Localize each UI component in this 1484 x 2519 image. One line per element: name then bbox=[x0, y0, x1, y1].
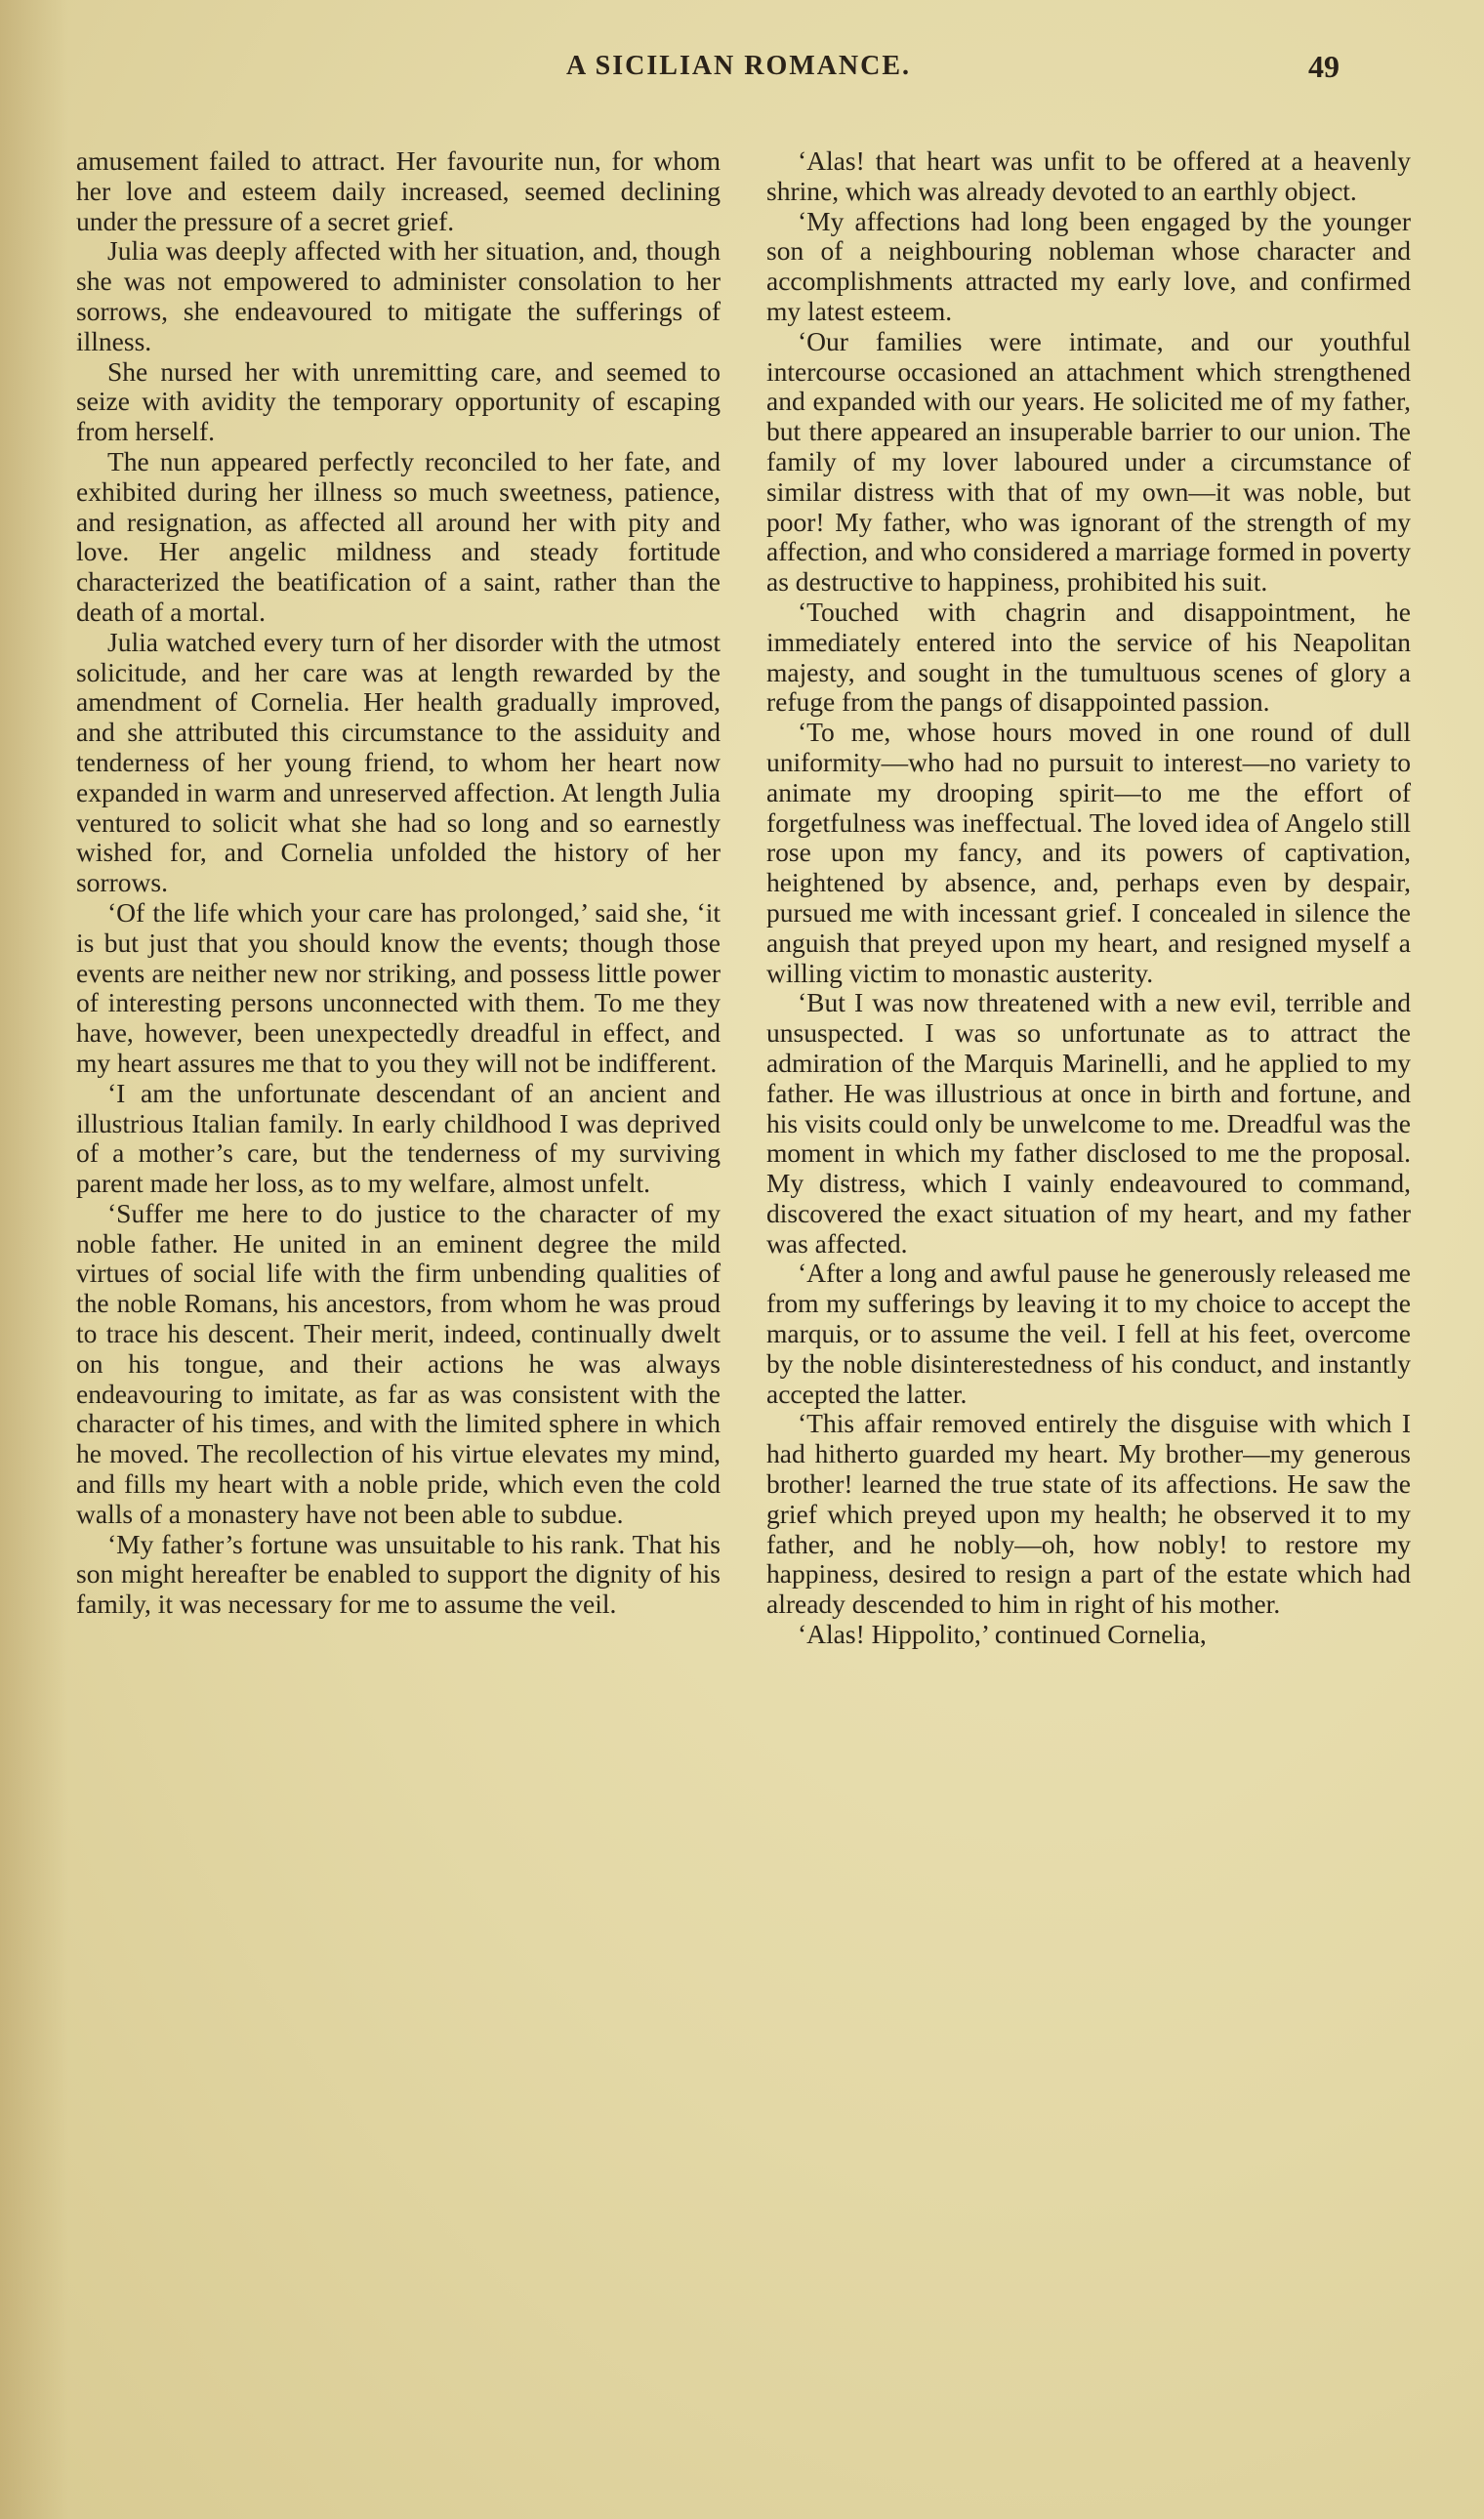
paragraph: ‘Alas! Hippolito,’ continued Cornelia, bbox=[798, 1619, 1207, 1650]
left-column bbox=[76, 146, 721, 1620]
paragraph: ‘Of the life which your care has prolonged,’ said she, ‘it is but just that you should know the events; though those events are neither new nor striking, and possess little power of interesting persons unconnected with them. To me they have, however, been unexpectedly dreadful in effect, and my heart assures me that to you they will not be indifferent. bbox=[76, 896, 721, 1078]
paragraph: ‘To me, whose hours moved in one round of dull uniformity—who had no pursuit to interest—no variety to animate my drooping spirit—to me the effort of forgetfulness was ineffectual. The loved idea of Angelo still rose upon my fancy, and its powers of captivation, heightened by absence, and, perhaps even by despair, pursued me with incessant grief. I concealed in silence the anguish that preyed upon my heart, and resigned myself a willing victim to monastic austerity. bbox=[766, 717, 1411, 988]
paragraph: The nun appeared perfectly reconciled to her fate, and exhibited during her illness so much sweetness, patience, and resignation, as affected all around her with pity and love. Her angelic mildness and steady fortitude characterized the beatification of a saint, rather than the death of a mortal. bbox=[76, 445, 721, 627]
page-header bbox=[0, 51, 1484, 100]
paragraph: Julia watched every turn of her disorder with the utmost solicitude, and her care was at length rewarded by the amendment of Cornelia. Her health gradually improved, and she attributed this circumstance to the assiduity and tenderness of her young friend, to whom her heart now expanded in warm and unreserved affection. At length Julia ventured to solicit what she had so long and so earnestly wished for, and Cornelia unfolded the history of her sorrows. bbox=[76, 626, 721, 898]
paragraph: ‘But I was now threatened with a new evil, terrible and unsuspected. I was so unfortunate as to attract the admiration of the Marquis Marinelli, and he applied to my father. He was illustrious at once in birth and fortune, and his visits could only be unwelcome to me. Dreadful was the moment in which my father disclosed to me the proposal. My distress, which I vainly endeavoured to command, discovered the exact situation of my heart, and my father was affected. bbox=[766, 987, 1411, 1259]
paragraph: ‘Alas! that heart was unfit to be offered at a heavenly shrine, which was already devoted to an earthly object. bbox=[766, 145, 1411, 206]
running-title: A SICILIAN ROMANCE. bbox=[566, 51, 912, 81]
page-number: 49 bbox=[1308, 49, 1340, 84]
paragraph: ‘After a long and awful pause he generously released me from my sufferings by leaving it to my choice to accept the marquis, or to assume the veil. I fell at his feet, overcome by the noble disinterestedness of his conduct, and instantly accepted the latter. bbox=[766, 1258, 1411, 1409]
paragraph: She nursed her with unremitting care, and seemed to seize with avidity the temporary opportunity of escaping from herself. bbox=[76, 355, 721, 447]
paragraph: Julia was deeply affected with her situation, and, though she was not empowered to administer consolation to her sorrows, she endeavoured to mitigate the sufferings of illness. bbox=[76, 235, 721, 356]
paragraph: amusement failed to attract. Her favourite nun, for whom her love and esteem daily increased, seemed declining under the pressure of a secret grief. bbox=[76, 145, 721, 236]
paragraph: ‘Our families were intimate, and our youthful intercourse occasioned an attachment which strengthened and expanded with our years. He solicited me of my father, but there appeared an insuperable barrier to our union. The family of my lover laboured under a circumstance of similar distress with that of my own—it was noble, but poor! My father, who was ignorant of the strength of my affection, and who considered a marriage formed in poverty as destructive to happiness, prohibited his suit. bbox=[766, 325, 1411, 598]
paragraph: ‘Suffer me here to do justice to the character of my noble father. He united in an eminent degree the mild virtues of social life with the firm unbending qualities of the noble Romans, his ancestors, from whom he was proud to trace his descent. Their merit, indeed, continually dwelt on his tongue, and their actions he was always endeavouring to imitate, as far as was consistent with the character of his times, and with the limited sphere in which he moved. The recollection of his virtue elevates my mind, and fills my heart with a noble pride, which even the cold walls of a monastery have not been able to subdue. bbox=[76, 1197, 721, 1529]
paragraph: ‘Touched with chagrin and disappointment, he immediately entered into the service of his Neapolitan majesty, and sought in the tumultuous scenes of glory a refuge from the pangs of disappointed passion. bbox=[766, 596, 1411, 718]
page-edge-shadow bbox=[0, 0, 68, 2519]
paragraph: ‘My affections had long been engaged by the younger son of a neighbouring nobleman whose character and accomplishments attracted my early love, and confirmed my latest esteem. bbox=[766, 205, 1411, 326]
paragraph: ‘My father’s fortune was unsuitable to his rank. That his son might hereafter be enabled to support the dignity of his family, it was necessary for me to assume the veil. bbox=[76, 1528, 721, 1620]
right-column bbox=[766, 146, 1411, 1650]
paragraph: ‘This affair removed entirely the disguise with which I had hitherto guarded my heart. My brother—my generous brother! learned the true state of its affections. He saw the grief which preyed upon my health; he observed it to my father, and he nobly—oh, how nobly! to restore my happiness, desired to resign a part of the estate which had already descended to him in right of his mother. bbox=[766, 1408, 1411, 1620]
paragraph: ‘I am the unfortunate descendant of an ancient and illustrious Italian family. In early childhood I was deprived of a mother’s care, but the tenderness of my surviving parent made her loss, as to my welfare, almost unfelt. bbox=[76, 1077, 721, 1199]
